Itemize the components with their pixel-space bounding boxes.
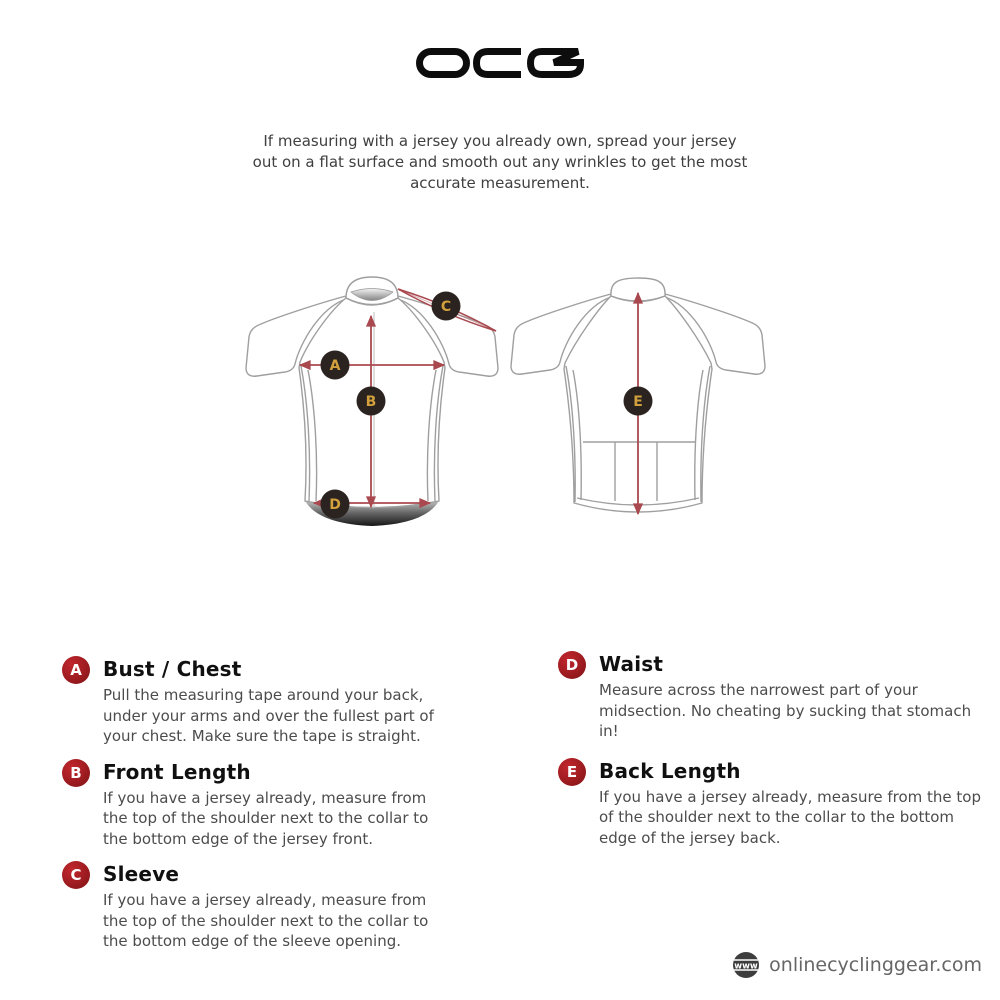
measurement-legend-right	[558, 651, 983, 864]
measurement-description: Measure across the narrowest part of your midsection. No cheating by sucking that stomach in!	[599, 681, 972, 740]
ocg-logo	[416, 46, 584, 84]
measurement-description: If you have a jersey already, measure from the top of the shoulder next to the collar to the bottom edge of the jersey back.	[599, 787, 981, 847]
measurement-title: Front Length	[103, 759, 251, 784]
measurement-item-bust-chest	[62, 656, 482, 747]
badge-a: A	[62, 656, 90, 684]
front-collar-inside	[351, 289, 393, 301]
measurement-legend-left	[62, 656, 482, 964]
measurement-title: Sleeve	[103, 862, 180, 886]
badge-d: D	[558, 651, 586, 679]
footer-website	[731, 950, 982, 980]
website-url[interactable]: onlinecyclinggear.com	[769, 954, 982, 976]
ocg-logo-graphic	[416, 46, 584, 80]
measurement-item-sleeve	[62, 861, 482, 952]
measurement-item-front-length	[62, 759, 482, 850]
measurement-item-back-length	[558, 758, 983, 849]
marker-d-letter: D	[329, 497, 341, 513]
jersey-measurement-diagram	[215, 258, 785, 558]
svg-text:www: www	[734, 961, 758, 972]
logo-letter-o	[420, 52, 467, 75]
measurement-description: If you have a jersey already, measure from the top of the shoulder next to the collar to the bottom edge of the sleeve opening.	[103, 891, 429, 950]
measurement-title: Waist	[599, 652, 664, 676]
marker-e-letter: E	[633, 394, 643, 410]
badge-e: E	[558, 758, 586, 786]
marker-c-letter: C	[440, 299, 452, 315]
badge-c: C	[62, 861, 90, 889]
logo-letter-g	[531, 52, 581, 75]
measurement-description: Pull the measuring tape around your back, under your arms and over the fullest part of your chest. Make sure the tape is straight.	[103, 686, 434, 745]
intro-text: If measuring with a jersey you already own, spread your jersey out on a flat surface and smooth out any wrinkles to get the most accurate measurement.	[252, 132, 748, 192]
badge-b: B	[62, 759, 90, 787]
marker-b-letter: B	[365, 394, 377, 410]
marker-a-letter: A	[329, 358, 341, 374]
globe-www-icon	[731, 950, 761, 980]
measurement-item-waist	[558, 651, 983, 742]
measurement-title: Back Length	[599, 758, 741, 783]
logo-letter-c	[477, 52, 522, 75]
measurement-description: If you have a jersey already, measure from the top of the shoulder next to the collar to the bottom edge of the jersey front.	[103, 788, 429, 848]
back-markers	[624, 387, 653, 416]
measurement-title: Bust / Chest	[103, 657, 242, 681]
